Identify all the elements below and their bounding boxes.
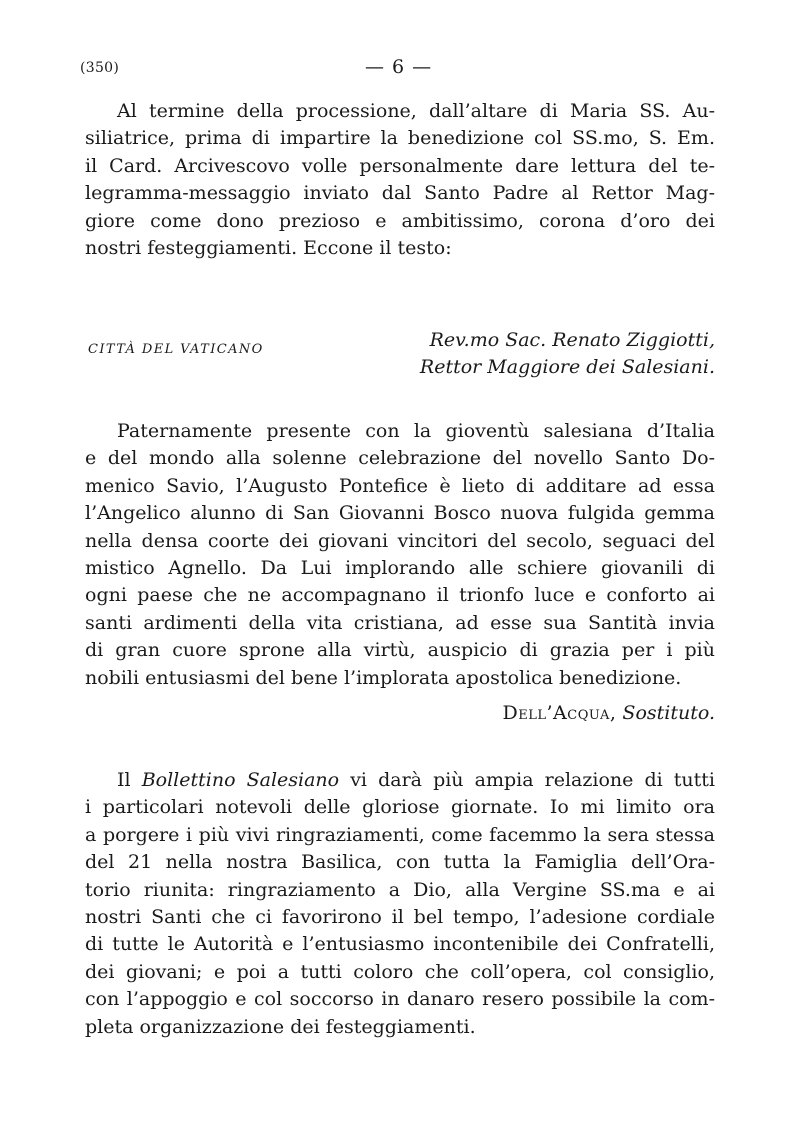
text-line: Paternamente presente con la gioventù salesiana d’Italia [117,420,715,442]
text-line: e del mondo alla solenne celebrazione del novello Santo Do- [85,447,715,470]
intro-paragraph [85,98,715,262]
telegram-signature [503,702,715,724]
text-line: a porgere i più vivi ringraziamenti, come facemmo la sera stessa [85,823,715,846]
page-number: — 6 — [365,56,433,78]
text-line: mistico Agnello. Da Lui implorando alle schiere giovanili di [85,557,715,580]
text-fragment: Il [117,769,131,791]
text-line [85,767,715,794]
text-line: pleta organizzazione dei festeggiamenti. [85,1015,476,1038]
text-line: ogni paese che ne accompagnano il trionfo luce e conforto ai [85,584,715,607]
text-line: nostri festeggiamenti. Eccone il testo: [85,237,452,260]
text-line: Al termine della processione, dall’altare di Maria SS. Au- [117,100,715,122]
signature-name: Dell’Acqua, [502,702,617,724]
text-line: menico Savio, l’Augusto Pontefice è lieto di additare ad essa [85,474,715,497]
text-line: l’Angelico alunno di San Giovanni Bosco nuova fulgida gemma [85,502,715,525]
text-line: torio riunita: ringraziamento a Dio, alla Vergine SS.ma e ai [85,878,715,901]
signature-title: Sostituto. [622,702,715,724]
text-fragment: vi darà più ampia relazione di tutti [350,769,715,791]
text-line: legramma-messaggio inviato dal Santo Padre al Rettor Mag- [85,182,715,205]
text-line: con l’appoggio e col soccorso in danaro resero possibile la com- [85,988,715,1011]
closing-paragraph [85,767,715,1041]
text-line: il Card. Arcivescovo volle personalmente dare lettura del te- [85,154,715,177]
text-line: i particolari notevoli delle gloriose giornate. Io mi limito ora [85,796,715,819]
text-line: dei giovani; e poi a tutti coloro che coll’opera, col consiglio, [85,960,715,983]
text-line: siliatrice, prima di impartire la benedizione col SS.mo, S. Em. [85,127,715,150]
page-code: (350) [80,60,120,76]
text-line: santi ardimenti della vita cristiana, ad esse sua Santità invia [85,611,715,634]
telegram-body [85,418,715,692]
text-line: nostri Santi che ci favorirono il bel tempo, l’adesione cordiale [85,906,715,929]
recipient-line: Rettor Maggiore dei Salesiani. [419,356,715,378]
telegram-place: CITTÀ DEL VATICANO [88,342,264,357]
text-line: giore come dono prezioso e ambitissimo, corona d’oro dei [85,209,715,232]
text-line: del 21 nella nostra Basilica, con tutta la Famiglia dell’Ora- [85,851,715,874]
text-line: di tutte le Autorità e l’entusiasmo incontenibile dei Confratelli, [85,933,715,956]
text-line: nobili entusiasmi del bene l’implorata apostolica benedizione. [85,666,682,689]
text-line: di gran cuore sprone alla virtù, auspicio di grazia per i più [85,639,715,662]
recipient-line: Rev.mo Sac. Renato Ziggiotti, [429,329,715,351]
text-line: nella densa coorte dei giovani vincitori del secolo, seguaci del [85,529,715,552]
telegram-recipient [420,327,715,381]
journal-title: Bollettino Salesiano [141,769,340,791]
